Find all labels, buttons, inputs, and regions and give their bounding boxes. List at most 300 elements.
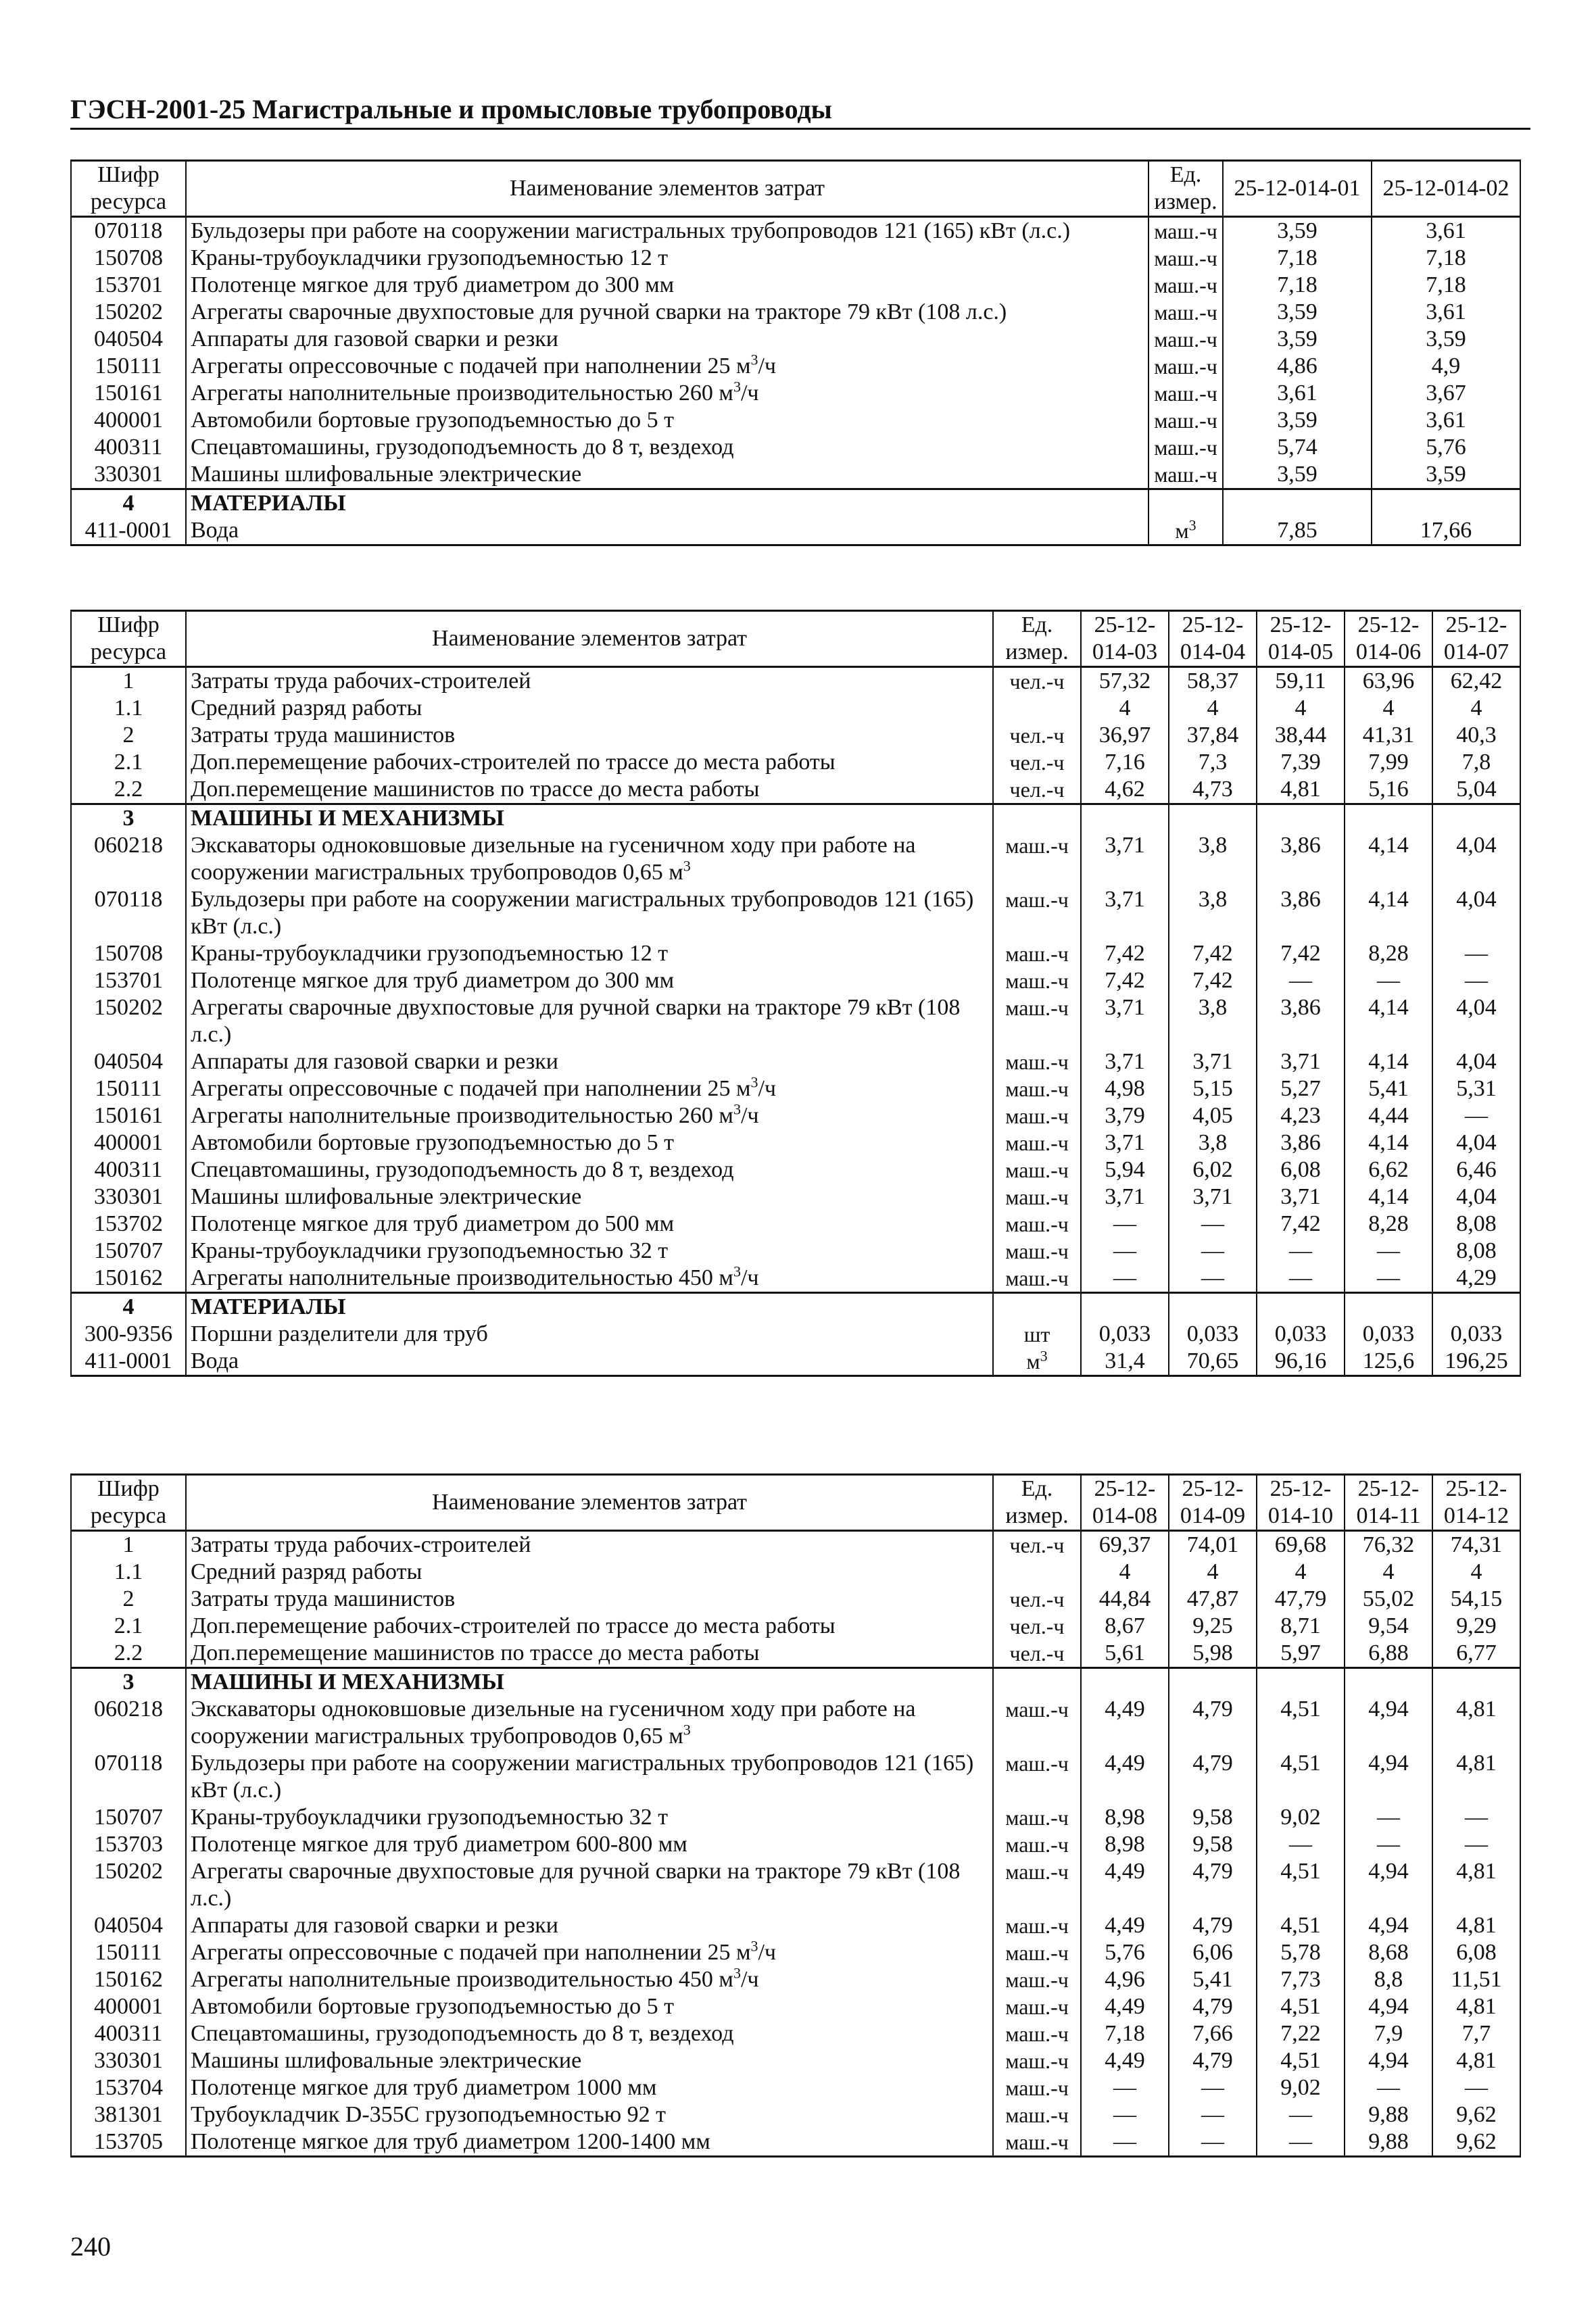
- resource-code: 153705: [71, 2128, 186, 2157]
- norm-value: —: [1081, 2128, 1169, 2157]
- norm-value: 7,8: [1432, 749, 1520, 776]
- resource-name: Аппараты для газовой сварки и резки: [186, 1912, 993, 1939]
- resource-code: 060218: [71, 832, 186, 886]
- norm-value: —: [1432, 967, 1520, 994]
- resource-name: Вода: [186, 517, 1148, 545]
- resource-code: 150111: [71, 1075, 186, 1102]
- norm-value: 4,79: [1169, 1858, 1257, 1912]
- norm-value: 5,41: [1169, 1966, 1257, 1993]
- table-row: [71, 272, 1520, 299]
- resource-code: 3: [71, 1668, 186, 1697]
- norm-value: —: [1345, 967, 1432, 994]
- norm-value: 4,44: [1345, 1102, 1432, 1129]
- norm-value: 3,8: [1169, 994, 1257, 1048]
- resource-code: 150111: [71, 353, 186, 380]
- norm-value: —: [1169, 2101, 1257, 2128]
- norm-value: 41,31: [1345, 722, 1432, 749]
- resource-unit: чел.-ч: [993, 667, 1081, 696]
- table-row: [71, 1321, 1520, 1348]
- table-row: [71, 967, 1520, 994]
- resource-unit: маш.-ч: [1148, 272, 1223, 299]
- norm-value: [1432, 804, 1520, 833]
- norm-value: 7,73: [1257, 1966, 1345, 1993]
- resource-name: Агрегаты наполнительные производительностью 260 $м^3/ч$: [186, 1102, 993, 1129]
- table-row: [71, 1586, 1520, 1613]
- resource-code: 330301: [71, 2047, 186, 2074]
- resource-unit: маш.-ч: [993, 2074, 1081, 2101]
- norm-value: —: [1081, 1265, 1169, 1293]
- resource-name: Доп.перемещение машинистов по трассе до места работы: [186, 776, 993, 804]
- header-norm-code: 25-12-014-01: [1223, 161, 1372, 217]
- table-row: [71, 1993, 1520, 2020]
- norm-value: 0,033: [1081, 1321, 1169, 1348]
- norm-value: —: [1081, 2074, 1169, 2101]
- resource-name: Полотенце мягкое для труб диаметром до 300 мм: [186, 272, 1148, 299]
- resource-name: Агрегаты сварочные двухпостовые для ручной сварки на тракторе 79 кВт (108 л.с.): [186, 994, 993, 1048]
- resource-unit: [993, 804, 1081, 833]
- resource-unit: маш.-ч: [1148, 245, 1223, 272]
- resource-unit: маш.-ч: [993, 1075, 1081, 1102]
- norm-value: —: [1345, 1804, 1432, 1831]
- norm-value: 5,41: [1345, 1075, 1432, 1102]
- resource-name: Автомобили бортовые грузоподъемностью до 5 т: [186, 407, 1148, 434]
- norm-value: 4,79: [1169, 1993, 1257, 2020]
- resource-code: 411-0001: [71, 517, 186, 545]
- resource-code: 1: [71, 1531, 186, 1559]
- norm-value: 4,81: [1432, 1750, 1520, 1804]
- norm-value: 63,96: [1345, 667, 1432, 696]
- resource-code: 070118: [71, 1750, 186, 1804]
- norm-value: 69,68: [1257, 1531, 1345, 1559]
- header-norm-code: 25-12-014-11: [1345, 1475, 1432, 1531]
- norm-value: 8,08: [1432, 1238, 1520, 1265]
- resource-name: Машины шлифовальные электрические: [186, 2047, 993, 2074]
- resource-code: 1.1: [71, 1559, 186, 1586]
- resource-name: Полотенце мягкое для труб диаметром 600-800 мм: [186, 1831, 993, 1858]
- resource-code: 2.2: [71, 776, 186, 804]
- header-code: Шифр ресурса: [71, 611, 186, 667]
- table-row: [71, 832, 1520, 886]
- resource-code: 153703: [71, 1831, 186, 1858]
- resource-unit: маш.-ч: [1148, 299, 1223, 326]
- norm-value: 3,61: [1223, 380, 1372, 407]
- resource-code: 150202: [71, 1858, 186, 1912]
- norm-value: 7,22: [1257, 2020, 1345, 2047]
- norm-value: 4: [1257, 1559, 1345, 1586]
- norm-value: 70,65: [1169, 1348, 1257, 1376]
- norm-value: [1257, 1293, 1345, 1321]
- norm-value: 5,16: [1345, 776, 1432, 804]
- table-row: [71, 886, 1520, 940]
- resource-code: 2.1: [71, 749, 186, 776]
- resource-name: Доп.перемещение машинистов по трассе до места работы: [186, 1640, 993, 1668]
- norm-value: 3,71: [1169, 1048, 1257, 1075]
- norm-value: 8,08: [1432, 1211, 1520, 1238]
- norm-value: 9,25: [1169, 1613, 1257, 1640]
- norm-value: 4,51: [1257, 1696, 1345, 1750]
- table-row: [71, 1831, 1520, 1858]
- resource-unit: маш.-ч: [993, 1238, 1081, 1265]
- norm-value: 4,81: [1432, 1858, 1520, 1912]
- resource-unit: маш.-ч: [993, 2101, 1081, 2128]
- norm-value: 7,42: [1081, 940, 1169, 967]
- norm-value: 44,84: [1081, 1586, 1169, 1613]
- norm-value: 3,71: [1081, 832, 1169, 886]
- resource-name: Автомобили бортовые грузоподъемностью до 5 т: [186, 1993, 993, 2020]
- norm-value: [1169, 1668, 1257, 1697]
- table-row: [71, 353, 1520, 380]
- norm-value: 8,98: [1081, 1831, 1169, 1858]
- resource-name: МАШИНЫ И МЕХАНИЗМЫ: [186, 804, 993, 833]
- resource-code: 400001: [71, 1129, 186, 1156]
- table-row: [71, 1048, 1520, 1075]
- norm-value: 8,28: [1345, 1211, 1432, 1238]
- resource-code: 400311: [71, 1156, 186, 1184]
- resource-unit: маш.-ч: [993, 1211, 1081, 1238]
- resource-name: Агрегаты опрессовочные с подачей при наполнении 25 $м^3/ч$: [186, 353, 1148, 380]
- table-row: [71, 517, 1520, 545]
- norm-value: 3,71: [1081, 1184, 1169, 1211]
- norm-value: 4,14: [1345, 1129, 1432, 1156]
- norm-value: 4,49: [1081, 1858, 1169, 1912]
- norm-value: —: [1345, 2074, 1432, 2101]
- norm-value: 4,79: [1169, 1750, 1257, 1804]
- norm-value: 7,18: [1223, 272, 1372, 299]
- header-norm-code: 25-12-014-04: [1169, 611, 1257, 667]
- norm-value: 3,59: [1223, 217, 1372, 245]
- norm-value: [1169, 804, 1257, 833]
- norm-value: [1081, 1293, 1169, 1321]
- table-row: [71, 299, 1520, 326]
- norm-value: 36,97: [1081, 722, 1169, 749]
- resource-unit: маш.-ч: [993, 1912, 1081, 1939]
- norm-value: 4,49: [1081, 1993, 1169, 2020]
- norm-value: 3,59: [1223, 299, 1372, 326]
- norm-value: 5,97: [1257, 1640, 1345, 1668]
- resource-name: Доп.перемещение рабочих-строителей по трассе до места работы: [186, 1613, 993, 1640]
- table-row: [71, 1238, 1520, 1265]
- norm-value: 5,78: [1257, 1939, 1345, 1966]
- norm-value: 4,14: [1345, 1048, 1432, 1075]
- resource-unit: маш.-ч: [1148, 407, 1223, 434]
- table-row: [71, 776, 1520, 804]
- norm-value: 4,14: [1345, 994, 1432, 1048]
- norm-value: 8,67: [1081, 1613, 1169, 1640]
- norm-value: 3,61: [1372, 299, 1520, 326]
- resource-code: 4: [71, 1293, 186, 1321]
- resource-unit: маш.-ч: [993, 1831, 1081, 1858]
- resource-name: МАТЕРИАЛЫ: [186, 1293, 993, 1321]
- resource-name: Затраты труда машинистов: [186, 1586, 993, 1613]
- norm-value: 9,88: [1345, 2128, 1432, 2157]
- resource-code: 411-0001: [71, 1348, 186, 1376]
- norm-value: 4,86: [1223, 353, 1372, 380]
- resource-unit: маш.-ч: [993, 1750, 1081, 1804]
- resource-unit: маш.-ч: [993, 1993, 1081, 2020]
- norm-value: 3,67: [1372, 380, 1520, 407]
- norm-value: 6,08: [1432, 1939, 1520, 1966]
- norm-value: 4,29: [1432, 1265, 1520, 1293]
- resource-name: Автомобили бортовые грузоподъемностью до 5 т: [186, 1129, 993, 1156]
- norm-value: 3,59: [1372, 326, 1520, 353]
- norm-value: 4: [1169, 1559, 1257, 1586]
- table-row: [71, 1804, 1520, 1831]
- norm-value: 4: [1432, 1559, 1520, 1586]
- norm-value: 37,84: [1169, 722, 1257, 749]
- norm-value: 4,04: [1432, 1129, 1520, 1156]
- resource-name: Краны-трубоукладчики грузоподъемностью 12 т: [186, 940, 993, 967]
- resource-name: Агрегаты опрессовочные с подачей при наполнении 25 $м^3/ч$: [186, 1075, 993, 1102]
- norm-value: 8,98: [1081, 1804, 1169, 1831]
- resource-code: 1.1: [71, 695, 186, 722]
- resource-code: 330301: [71, 461, 186, 489]
- resource-unit: маш.-ч: [1148, 461, 1223, 489]
- table-row: [71, 1156, 1520, 1184]
- norm-value: 74,01: [1169, 1531, 1257, 1559]
- norm-value: 55,02: [1345, 1586, 1432, 1613]
- resource-code: 400311: [71, 2020, 186, 2047]
- norm-value: 3,59: [1223, 461, 1372, 489]
- norm-value: 3,71: [1081, 994, 1169, 1048]
- resource-name: Краны-трубоукладчики грузоподъемностью 32 т: [186, 1238, 993, 1265]
- resource-name: Агрегаты сварочные двухпостовые для ручной сварки на тракторе 79 кВт (108 л.с.): [186, 1858, 993, 1912]
- norm-value: 4,94: [1345, 2047, 1432, 2074]
- table-row: [71, 1184, 1520, 1211]
- resource-unit: чел.-ч: [993, 1640, 1081, 1668]
- table-row: [71, 1613, 1520, 1640]
- table-row: [71, 2128, 1520, 2157]
- norm-value: 7,66: [1169, 2020, 1257, 2047]
- norm-value: 8,71: [1257, 1613, 1345, 1640]
- resource-code: 150202: [71, 299, 186, 326]
- norm-value: —: [1169, 1265, 1257, 1293]
- resource-name: Аппараты для газовой сварки и резки: [186, 1048, 993, 1075]
- norm-value: 4,04: [1432, 832, 1520, 886]
- resource-unit: маш.-ч: [993, 2128, 1081, 2157]
- resource-code: 040504: [71, 1048, 186, 1075]
- norm-value: 57,32: [1081, 667, 1169, 696]
- table-row: [71, 1750, 1520, 1804]
- page-title: ГЭСН-2001-25 Магистральные и промысловые трубопроводы: [70, 93, 1530, 130]
- norm-value: 5,76: [1372, 434, 1520, 461]
- norm-value: 3,8: [1169, 832, 1257, 886]
- resource-name: Спецавтомашины, грузодоподъемность до 8 т, вездеход: [186, 434, 1148, 461]
- header-norm-code: 25-12-014-08: [1081, 1475, 1169, 1531]
- resource-unit: маш.-ч: [993, 1102, 1081, 1129]
- resource-unit: маш.-ч: [993, 1696, 1081, 1750]
- norm-value: 7,9: [1345, 2020, 1432, 2047]
- header-name: Наименование элементов затрат: [186, 161, 1148, 217]
- norm-value: —: [1169, 1211, 1257, 1238]
- norm-value: 76,32: [1345, 1531, 1432, 1559]
- resource-code: 070118: [71, 886, 186, 940]
- norm-value: [1081, 1668, 1169, 1697]
- resource-name: Бульдозеры при работе на сооружении магистральных трубопроводов 121 (165) кВт (л.с.): [186, 217, 1148, 245]
- norm-value: 3,61: [1372, 407, 1520, 434]
- norm-value: 5,76: [1081, 1939, 1169, 1966]
- header-name: Наименование элементов затрат: [186, 1475, 993, 1531]
- resource-name: Спецавтомашины, грузодоподъемность до 8 т, вездеход: [186, 2020, 993, 2047]
- norm-value: —: [1257, 1265, 1345, 1293]
- norm-value: [1432, 1668, 1520, 1697]
- norm-value: 0,033: [1257, 1321, 1345, 1348]
- resource-unit: маш.-ч: [993, 1048, 1081, 1075]
- resource-unit: маш.-ч: [1148, 217, 1223, 245]
- resource-name: Полотенце мягкое для труб диаметром 1200-1400 мм: [186, 2128, 993, 2157]
- resource-code: 040504: [71, 1912, 186, 1939]
- resource-code: 153704: [71, 2074, 186, 2101]
- norm-value: —: [1432, 2074, 1520, 2101]
- table-row: [71, 940, 1520, 967]
- table-row: [71, 2020, 1520, 2047]
- norm-value: 0,033: [1345, 1321, 1432, 1348]
- table-row: [71, 1129, 1520, 1156]
- norm-value: 7,85: [1223, 517, 1372, 545]
- resource-code: 381301: [71, 2101, 186, 2128]
- norm-value: [1345, 1668, 1432, 1697]
- norm-value: 7,39: [1257, 749, 1345, 776]
- norm-value: 4,81: [1257, 776, 1345, 804]
- norm-value: 6,08: [1257, 1156, 1345, 1184]
- resource-code: 150708: [71, 940, 186, 967]
- norm-value: 69,37: [1081, 1531, 1169, 1559]
- norm-value: 4,04: [1432, 1184, 1520, 1211]
- norm-value: 4,94: [1345, 1696, 1432, 1750]
- resource-unit: [993, 695, 1081, 722]
- norm-value: 5,98: [1169, 1640, 1257, 1668]
- norm-value: 9,29: [1432, 1613, 1520, 1640]
- resource-unit: маш.-ч: [993, 994, 1081, 1048]
- resource-code: 150707: [71, 1804, 186, 1831]
- resource-code: 2.2: [71, 1640, 186, 1668]
- header-norm-code: 25-12-014-05: [1257, 611, 1345, 667]
- norm-value: 9,88: [1345, 2101, 1432, 2128]
- header-unit: Ед. измер.: [993, 611, 1081, 667]
- header-norm-code: 25-12-014-09: [1169, 1475, 1257, 1531]
- norm-value: —: [1345, 1831, 1432, 1858]
- resource-code: 330301: [71, 1184, 186, 1211]
- norm-value: 8,28: [1345, 940, 1432, 967]
- norm-value: 4,14: [1345, 1184, 1432, 1211]
- norm-value: 4: [1345, 1559, 1432, 1586]
- norm-value: 47,87: [1169, 1586, 1257, 1613]
- norm-value: 7,18: [1081, 2020, 1169, 2047]
- table-row: [71, 380, 1520, 407]
- norm-value: 4: [1081, 1559, 1169, 1586]
- norm-value: 4,81: [1432, 1912, 1520, 1939]
- table-row: [71, 1858, 1520, 1912]
- norm-value: 4,51: [1257, 2047, 1345, 2074]
- resource-name: Агрегаты опрессовочные с подачей при наполнении 25 $м^3/ч$: [186, 1939, 993, 1966]
- norm-value: 3,86: [1257, 994, 1345, 1048]
- norm-value: 4,94: [1345, 1750, 1432, 1804]
- norm-value: [1345, 804, 1432, 833]
- norm-value: 0,033: [1169, 1321, 1257, 1348]
- norm-value: 4,51: [1257, 1912, 1345, 1939]
- norm-value: 3,59: [1372, 461, 1520, 489]
- norm-value: 7,42: [1257, 940, 1345, 967]
- resource-unit: маш.-ч: [993, 1858, 1081, 1912]
- table-row: [71, 217, 1520, 245]
- norm-value: —: [1257, 1238, 1345, 1265]
- header-code: Шифр ресурса: [71, 1475, 186, 1531]
- norm-value: 4,14: [1345, 832, 1432, 886]
- resource-name: Трубоукладчик D-355C грузоподъемностью 92 т: [186, 2101, 993, 2128]
- table-row: [71, 434, 1520, 461]
- resource-name: Аппараты для газовой сварки и резки: [186, 326, 1148, 353]
- norm-value: 4: [1257, 695, 1345, 722]
- resource-code: 150202: [71, 994, 186, 1048]
- resource-code: 400311: [71, 434, 186, 461]
- resource-unit: маш.-ч: [993, 832, 1081, 886]
- resource-table-2: [70, 610, 1521, 1377]
- norm-value: 4,81: [1432, 1993, 1520, 2020]
- norm-value: —: [1257, 2101, 1345, 2128]
- norm-value: 96,16: [1257, 1348, 1345, 1376]
- norm-value: 7,42: [1257, 1211, 1345, 1238]
- header-norm-code: 25-12-014-02: [1372, 161, 1520, 217]
- resource-unit: маш.-ч: [993, 1129, 1081, 1156]
- table-row: [71, 1912, 1520, 1939]
- norm-value: 3,61: [1372, 217, 1520, 245]
- norm-value: 4,81: [1432, 2047, 1520, 2074]
- norm-value: —: [1432, 940, 1520, 967]
- norm-value: 31,4: [1081, 1348, 1169, 1376]
- resource-unit: чел.-ч: [993, 1613, 1081, 1640]
- norm-value: 8,68: [1345, 1939, 1432, 1966]
- resource-code: 400001: [71, 1993, 186, 2020]
- resource-unit: [993, 1668, 1081, 1697]
- norm-value: [1257, 804, 1345, 833]
- norm-value: 9,62: [1432, 2101, 1520, 2128]
- norm-value: 3,8: [1169, 1129, 1257, 1156]
- norm-value: 7,3: [1169, 749, 1257, 776]
- header-norm-code: 25-12-014-10: [1257, 1475, 1345, 1531]
- table-row: [71, 749, 1520, 776]
- resource-code: 1: [71, 667, 186, 696]
- norm-value: 4,05: [1169, 1102, 1257, 1129]
- resource-unit: маш.-ч: [993, 1265, 1081, 1293]
- resource-name: Экскаваторы одноковшовые дизельные на гусеничном ходу при работе на сооружении магистральных трубопроводов 0,65 $м^3$: [186, 1696, 993, 1750]
- resource-unit: $м^3$: [1148, 517, 1223, 545]
- resource-unit: [1148, 489, 1223, 518]
- resource-code: 2.1: [71, 1613, 186, 1640]
- norm-value: 38,44: [1257, 722, 1345, 749]
- resource-name: МАШИНЫ И МЕХАНИЗМЫ: [186, 1668, 993, 1697]
- resource-name: Агрегаты наполнительные производительностью 260 $м^3/ч$: [186, 380, 1148, 407]
- resource-unit: чел.-ч: [993, 722, 1081, 749]
- resource-unit: маш.-ч: [1148, 434, 1223, 461]
- norm-value: [1257, 1668, 1345, 1697]
- resource-unit: маш.-ч: [1148, 326, 1223, 353]
- norm-value: —: [1169, 1238, 1257, 1265]
- section-row: [71, 489, 1520, 518]
- table-row: [71, 2101, 1520, 2128]
- header-unit: Ед. измер.: [1148, 161, 1223, 217]
- resource-name: Средний разряд работы: [186, 1559, 993, 1586]
- norm-value: —: [1081, 1211, 1169, 1238]
- resource-unit: чел.-ч: [993, 1531, 1081, 1559]
- resource-unit: маш.-ч: [993, 1966, 1081, 1993]
- norm-value: 6,46: [1432, 1156, 1520, 1184]
- norm-value: 4,49: [1081, 1912, 1169, 1939]
- header-norm-code: 25-12-014-06: [1345, 611, 1432, 667]
- resource-unit: [993, 1559, 1081, 1586]
- norm-value: —: [1432, 1102, 1520, 1129]
- table-row: [71, 407, 1520, 434]
- resource-code: 150708: [71, 245, 186, 272]
- norm-value: 3,71: [1081, 1129, 1169, 1156]
